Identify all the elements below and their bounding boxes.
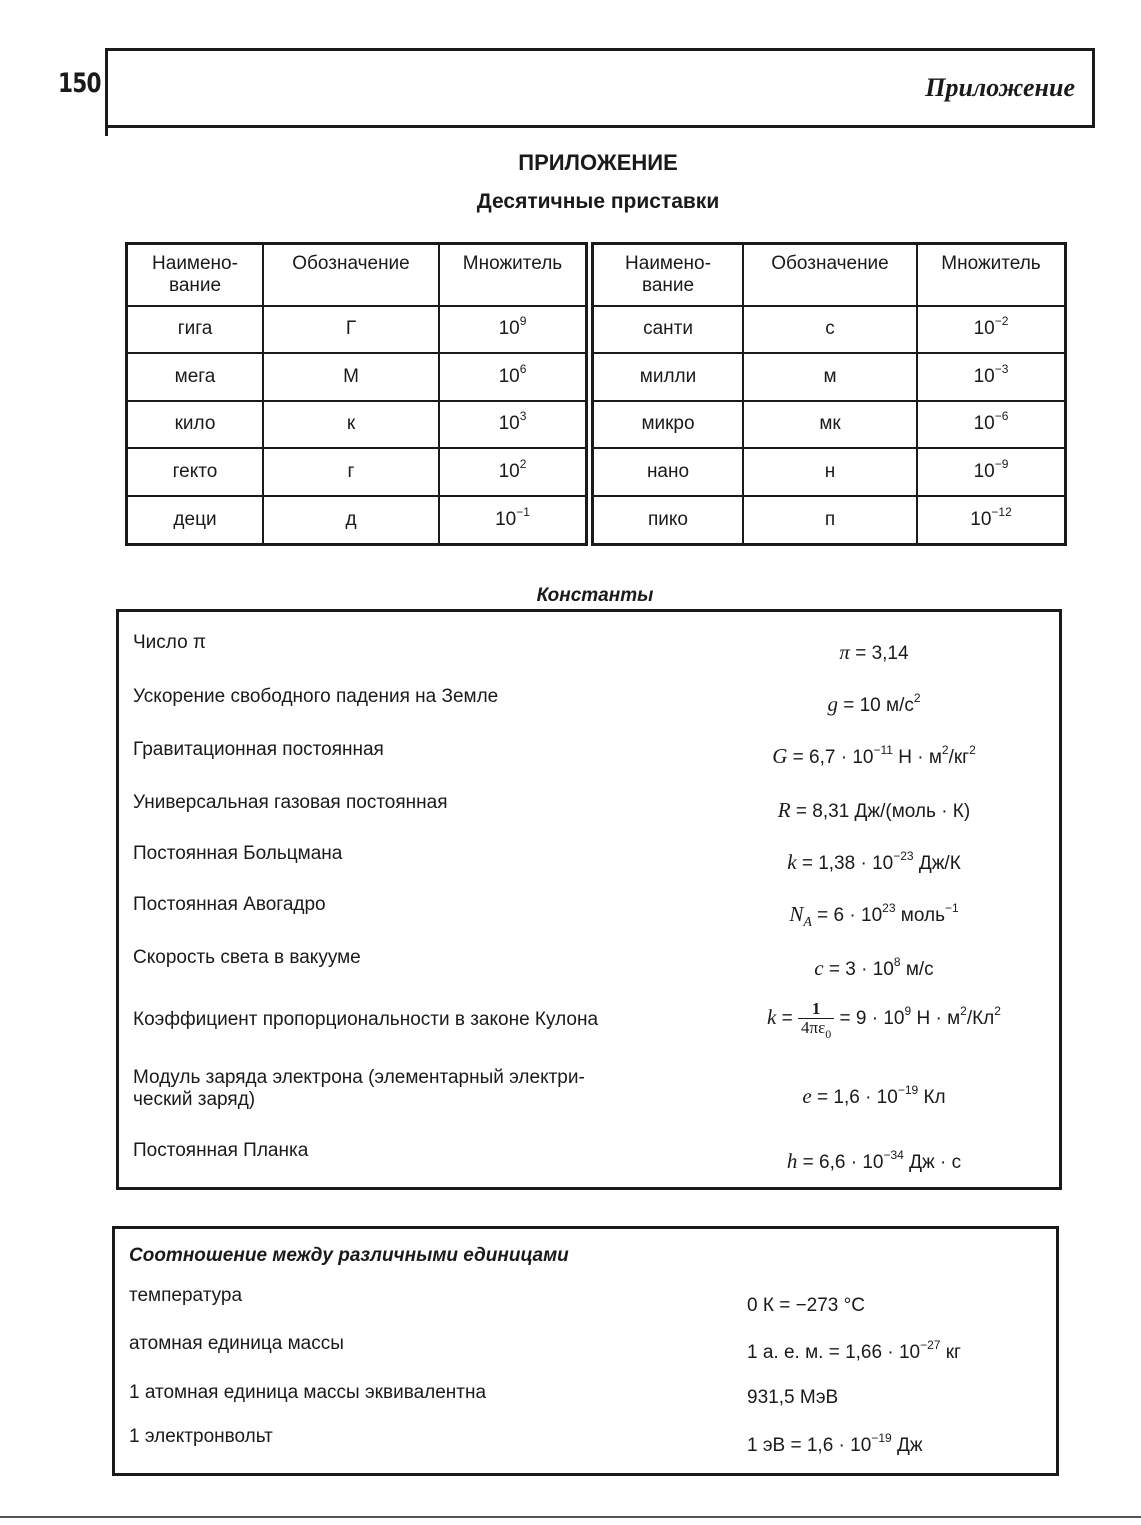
prefix-symbol: н xyxy=(743,448,917,496)
prefix-symbol: г xyxy=(263,448,439,496)
prefix-multiplier: $10^{-2}$ xyxy=(917,306,1066,354)
column-header-multiplier: Множитель xyxy=(439,244,587,306)
column-header-name: Наимено- вание xyxy=(593,244,744,306)
prefix-symbol: с xyxy=(743,306,917,354)
prefix-multiplier: $10^{-12}$ xyxy=(917,496,1066,545)
units-title: Соотношение между различными единицами xyxy=(129,1245,569,1266)
constant-name: Модуль заряда электрона (элементарный электри- ческий заряд) xyxy=(133,1067,585,1110)
prefix-multiplier: $10^{-9}$ xyxy=(917,448,1066,496)
table-row xyxy=(127,496,587,545)
unit-name: атомная единица массы xyxy=(129,1333,344,1354)
unit-value: 0 К = −273 °С xyxy=(747,1295,865,1316)
table-header-row xyxy=(127,244,587,306)
constant-name: Скорость света в вакууме xyxy=(133,947,361,968)
prefix-multiplier: $10^{-1}$ xyxy=(439,496,587,545)
constant-name: Число π xyxy=(133,632,207,653)
constant-name: Постоянная Авогадро xyxy=(133,894,326,915)
unit-name: 1 электронвольт xyxy=(129,1426,273,1447)
unit-value: 1 а. е. м. = $1,66 \cdot 10^{-27}$ кг xyxy=(747,1338,961,1363)
prefix-name: кило xyxy=(127,401,264,449)
constant-value: $c = 3 \cdot 10^8$ м/с xyxy=(814,955,934,980)
prefix-table-right xyxy=(591,242,1067,546)
prefix-name: санти xyxy=(593,306,744,354)
unit-name: 1 атомная единица массы эквивалентна xyxy=(129,1382,487,1403)
prefix-name: пико xyxy=(593,496,744,545)
prefix-name: мега xyxy=(127,353,264,401)
prefix-name: гига xyxy=(127,306,264,354)
prefix-multiplier: $10^{-3}$ xyxy=(917,353,1066,401)
constant-name: Коэффициент пропорциональности в законе Кулона xyxy=(133,1009,599,1030)
prefix-symbol: М xyxy=(263,353,439,401)
constant-value: k = $\frac{1}{4\pi\varepsilon_0}$ = $9 \cdot 10^9$ $Н \cdot м^2/Кл^2$ xyxy=(767,999,1001,1041)
table-row xyxy=(593,496,1066,545)
constant-name: Постоянная Планка xyxy=(133,1140,309,1161)
prefix-name: гекто xyxy=(127,448,264,496)
column-header-multiplier: Множитель xyxy=(917,244,1066,306)
units-box xyxy=(112,1226,1059,1476)
constant-name: Гравитационная постоянная xyxy=(133,739,384,760)
constant-value: $k = 1,38 \cdot 10^{-23}$ Дж/К xyxy=(787,849,961,874)
prefix-symbol: Г xyxy=(263,306,439,354)
constants-box xyxy=(116,609,1062,1190)
bottom-rule xyxy=(0,1516,1141,1518)
constant-value: $G = 6,7 \cdot 10^{-11}$ $Н \cdot м^2/кг^2$ xyxy=(772,743,976,768)
table-header-row xyxy=(593,244,1066,306)
constant-value: g = 10 $м/с^2$ xyxy=(827,691,921,716)
table-row xyxy=(127,306,587,354)
constant-name: Постоянная Больцмана xyxy=(133,843,343,864)
constant-value: π = 3,14 xyxy=(839,640,909,664)
prefix-symbol: д xyxy=(263,496,439,545)
column-header-symbol: Обозначение xyxy=(263,244,439,306)
prefix-multiplier: $10^9$ xyxy=(439,306,587,354)
prefix-name: милли xyxy=(593,353,744,401)
table-row xyxy=(127,401,587,449)
unit-name: температура xyxy=(129,1285,243,1306)
constant-value: $e = 1,6 \cdot 10^{-19}$ Кл xyxy=(802,1083,946,1108)
column-header-name: Наимено- вание xyxy=(127,244,264,306)
prefix-symbol: м xyxy=(743,353,917,401)
constant-value: $h = 6,6 \cdot 10^{-34}$ Дж · с xyxy=(786,1148,962,1173)
fraction: $\frac{1}{4\pi\varepsilon_0}$ xyxy=(798,1000,834,1038)
prefix-multiplier: $10^6$ xyxy=(439,353,587,401)
header-frame-stub xyxy=(105,120,108,136)
constants-title: Константы xyxy=(536,585,654,606)
prefix-name: деци xyxy=(127,496,264,545)
prefix-name: нано xyxy=(593,448,744,496)
prefix-multiplier: $10^3$ xyxy=(439,401,587,449)
constant-name: Ускорение свободного падения на Земле xyxy=(133,686,499,707)
table-row xyxy=(127,353,587,401)
constant-value: R = 8,31 Дж/(моль · К) xyxy=(777,798,971,822)
prefix-multiplier: $10^2$ xyxy=(439,448,587,496)
table-row xyxy=(593,353,1066,401)
prefix-table-left xyxy=(125,242,588,546)
table-row xyxy=(593,448,1066,496)
unit-value: 931,5 МэВ xyxy=(747,1387,839,1408)
prefix-symbol: к xyxy=(263,401,439,449)
prefix-symbol: п xyxy=(743,496,917,545)
page-title: ПРИЛОЖЕНИЕ xyxy=(518,150,678,175)
constant-name: Универсальная газовая постоянная xyxy=(133,792,448,813)
page-number: 150 xyxy=(58,68,101,99)
prefix-table-title: Десятичные приставки xyxy=(476,190,720,213)
table-row xyxy=(593,401,1066,449)
constant-value: $N_A = 6 \cdot 10^{23}$ моль$^{-1}$ xyxy=(789,901,959,930)
prefix-symbol: мк xyxy=(743,401,917,449)
running-title: Приложение xyxy=(925,73,1075,102)
prefix-multiplier: $10^{-6}$ xyxy=(917,401,1066,449)
table-row xyxy=(127,448,587,496)
prefix-name: микро xyxy=(593,401,744,449)
table-row xyxy=(593,306,1066,354)
unit-value: 1 эВ = $1,6 \cdot 10^{-19}$ Дж xyxy=(747,1431,923,1456)
column-header-symbol: Обозначение xyxy=(743,244,917,306)
